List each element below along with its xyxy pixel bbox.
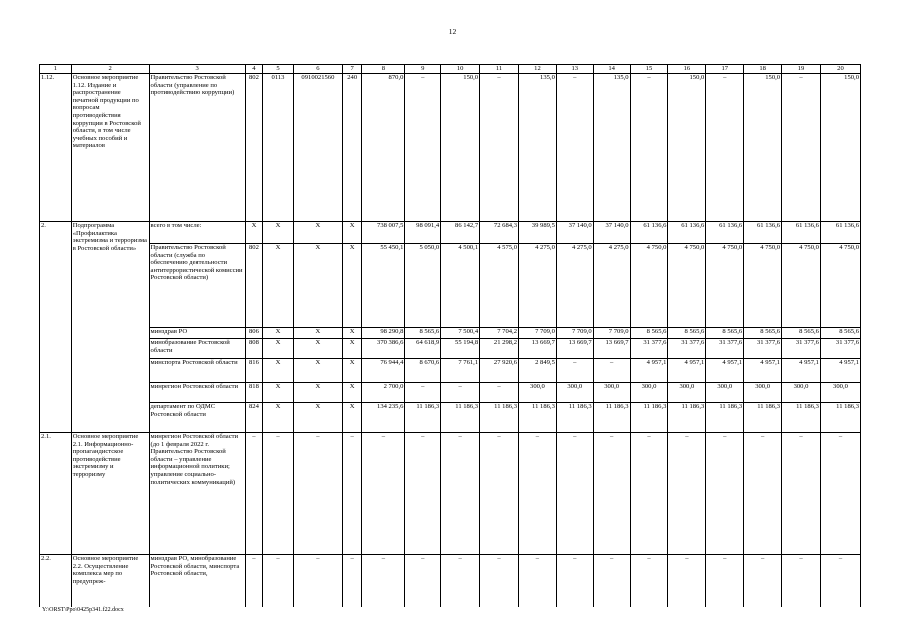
value-cell: –: [706, 433, 744, 555]
value-cell: 2 700,0: [362, 383, 405, 403]
value-cell: 4 750,0: [820, 244, 860, 328]
value-cell: 31 377,6: [706, 339, 744, 359]
value-cell: 135,0: [593, 74, 630, 222]
code-cell: 240: [342, 74, 361, 222]
code-cell: Х: [263, 328, 294, 339]
value-cell: –: [405, 555, 441, 607]
value-cell: –: [480, 383, 519, 403]
table-row: [40, 555, 861, 607]
table-row: [40, 74, 861, 222]
value-cell: 4 275,0: [593, 244, 630, 328]
code-cell: Х: [293, 359, 342, 383]
value-cell: 13 669,7: [593, 339, 630, 359]
executor-cell: всего в том числе:: [149, 222, 245, 244]
code-cell: 816: [245, 359, 262, 383]
value-cell: 300,0: [820, 383, 860, 403]
value-cell: 4 575,0: [480, 244, 519, 328]
value-cell: 8 670,6: [405, 359, 441, 383]
value-cell: 150,0: [744, 74, 782, 222]
code-cell: –: [245, 433, 262, 555]
value-cell: 8 565,6: [706, 328, 744, 339]
column-number: 8: [362, 65, 405, 74]
table-row: [40, 383, 861, 403]
value-cell: 150,0: [668, 74, 706, 222]
value-cell: 300,0: [630, 383, 668, 403]
value-cell: –: [441, 433, 480, 555]
value-cell: 7 500,4: [441, 328, 480, 339]
value-cell: 11 186,3: [668, 403, 706, 433]
code-cell: Х: [342, 222, 361, 244]
value-cell: 134 235,6: [362, 403, 405, 433]
value-cell: 11 186,3: [706, 403, 744, 433]
code-cell: Х: [293, 403, 342, 433]
value-cell: –: [556, 74, 593, 222]
value-cell: 2 849,5: [519, 359, 557, 383]
executor-cell: Правительство Ростовской области (служба по обеспечению деятельности антитеррористической комиссии Ростовской области): [149, 244, 245, 328]
value-cell: 4 750,0: [668, 244, 706, 328]
value-cell: –: [744, 555, 782, 607]
column-number: 6: [293, 65, 342, 74]
value-cell: 4 957,1: [630, 359, 668, 383]
code-cell: Х: [293, 244, 342, 328]
code-cell: 802: [245, 74, 262, 222]
value-cell: 4 957,1: [668, 359, 706, 383]
value-cell: 7 704,2: [480, 328, 519, 339]
value-cell: 8 565,6: [744, 328, 782, 339]
value-cell: 4 750,0: [706, 244, 744, 328]
code-cell: –: [342, 555, 361, 607]
page-number: 12: [448, 27, 457, 36]
code-cell: Х: [293, 222, 342, 244]
table-row: [40, 403, 861, 433]
value-cell: 31 377,6: [668, 339, 706, 359]
value-cell: 300,0: [519, 383, 557, 403]
value-cell: –: [593, 555, 630, 607]
code-cell: 0113: [263, 74, 294, 222]
table-row: [40, 244, 861, 328]
column-number: 20: [820, 65, 860, 74]
column-number: 1: [40, 65, 72, 74]
value-cell: 39 989,5: [519, 222, 557, 244]
item-number-cell: 2.: [40, 222, 72, 433]
value-cell: 61 136,6: [668, 222, 706, 244]
value-cell: –: [480, 433, 519, 555]
value-cell: –: [405, 383, 441, 403]
value-cell: 76 944,4: [362, 359, 405, 383]
value-cell: 61 136,6: [782, 222, 821, 244]
value-cell: 11 186,3: [593, 403, 630, 433]
value-cell: –: [820, 433, 860, 555]
value-cell: 11 186,3: [519, 403, 557, 433]
column-number: 5: [263, 65, 294, 74]
value-cell: 37 140,0: [593, 222, 630, 244]
value-cell: 55 450,1: [362, 244, 405, 328]
value-cell: 8 565,6: [405, 328, 441, 339]
value-cell: 4 275,0: [556, 244, 593, 328]
code-cell: 802: [245, 244, 262, 328]
table-row: [40, 433, 861, 555]
value-cell: –: [480, 74, 519, 222]
table-row: [40, 222, 861, 244]
value-cell: 98 290,8: [362, 328, 405, 339]
executor-cell: минрегион Ростовской области (до 1 февраля 2022 г. Правительство Ростовской области – управление информационной политики; управление социально-политических коммуникаций): [149, 433, 245, 555]
value-cell: 21 298,2: [480, 339, 519, 359]
value-cell: 64 618,9: [405, 339, 441, 359]
code-cell: Х: [342, 328, 361, 339]
value-cell: 27 920,6: [480, 359, 519, 383]
item-name-cell: Основное мероприятие 2.1. Информационно-пропагандистское противодействие экстремизму и терроризму: [71, 433, 149, 555]
value-cell: –: [820, 555, 860, 607]
value-cell: 37 140,0: [556, 222, 593, 244]
value-cell: –: [556, 555, 593, 607]
value-cell: 300,0: [668, 383, 706, 403]
value-cell: –: [744, 433, 782, 555]
value-cell: 8 565,6: [782, 328, 821, 339]
code-cell: Х: [293, 383, 342, 403]
value-cell: 8 565,6: [630, 328, 668, 339]
column-number: 17: [706, 65, 744, 74]
value-cell: 61 136,6: [706, 222, 744, 244]
value-cell: 4 500,1: [441, 244, 480, 328]
code-cell: Х: [342, 383, 361, 403]
column-number: 14: [593, 65, 630, 74]
column-number: 16: [668, 65, 706, 74]
value-cell: 4 957,1: [744, 359, 782, 383]
executor-cell: Правительство Ростовской области (управление по противодействию коррупции): [149, 74, 245, 222]
value-cell: 300,0: [744, 383, 782, 403]
executor-cell: минспорта Ростовской области: [149, 359, 245, 383]
value-cell: –: [405, 433, 441, 555]
value-cell: 8 565,6: [820, 328, 860, 339]
table-row: [40, 359, 861, 383]
column-number: 4: [245, 65, 262, 74]
value-cell: 7 709,0: [519, 328, 557, 339]
column-number: 19: [782, 65, 821, 74]
column-number: 2: [71, 65, 149, 74]
executor-cell: минобразование Ростовской области: [149, 339, 245, 359]
code-cell: Х: [263, 222, 294, 244]
value-cell: 86 142,7: [441, 222, 480, 244]
item-name-cell: Основное мероприятие 1.12. Издание и распространение печатной продукции по вопросам противодействия коррупции в Ростовской области, в том числе учебных пособий и материалов: [71, 74, 149, 222]
code-cell: –: [245, 555, 262, 607]
value-cell: 5 050,0: [405, 244, 441, 328]
item-name-cell: Подпрограмма «Профилактика экстремизма и терроризма в Ростовской области»: [71, 222, 149, 433]
value-cell: 370 386,6: [362, 339, 405, 359]
value-cell: 150,0: [820, 74, 860, 222]
executor-cell: минздрав РО, минобразование Ростовской области, минспорта Ростовской области,: [149, 555, 245, 607]
value-cell: –: [441, 383, 480, 403]
value-cell: 72 684,3: [480, 222, 519, 244]
code-cell: Х: [263, 383, 294, 403]
value-cell: 11 186,3: [441, 403, 480, 433]
code-cell: Х: [293, 339, 342, 359]
value-cell: 61 136,6: [820, 222, 860, 244]
value-cell: 4 750,0: [744, 244, 782, 328]
value-cell: 13 669,7: [519, 339, 557, 359]
value-cell: –: [630, 74, 668, 222]
table-row: [40, 328, 861, 339]
value-cell: 11 186,3: [820, 403, 860, 433]
value-cell: 31 377,6: [782, 339, 821, 359]
value-cell: 4 750,0: [630, 244, 668, 328]
item-number-cell: 1.12.: [40, 74, 72, 222]
value-cell: 7 709,0: [593, 328, 630, 339]
value-cell: –: [556, 359, 593, 383]
value-cell: 150,0: [441, 74, 480, 222]
value-cell: –: [480, 555, 519, 607]
value-cell: –: [706, 74, 744, 222]
value-cell: –: [556, 433, 593, 555]
value-cell: –: [519, 433, 557, 555]
executor-cell: департамент по ОДМС Ростовской области: [149, 403, 245, 433]
value-cell: 11 186,3: [480, 403, 519, 433]
code-cell: 808: [245, 339, 262, 359]
value-cell: 4 275,0: [519, 244, 557, 328]
value-cell: 300,0: [556, 383, 593, 403]
value-cell: 55 194,8: [441, 339, 480, 359]
value-cell: 31 377,6: [630, 339, 668, 359]
code-cell: Х: [263, 339, 294, 359]
value-cell: 31 377,6: [744, 339, 782, 359]
value-cell: 13 669,7: [556, 339, 593, 359]
value-cell: 98 091,4: [405, 222, 441, 244]
value-cell: 300,0: [706, 383, 744, 403]
value-cell: 300,0: [593, 383, 630, 403]
code-cell: –: [293, 555, 342, 607]
executor-cell: минрегион Ростовской области: [149, 383, 245, 403]
value-cell: 4 957,1: [782, 359, 821, 383]
value-cell: 11 186,3: [405, 403, 441, 433]
code-cell: 806: [245, 328, 262, 339]
column-number: 3: [149, 65, 245, 74]
code-cell: Х: [263, 403, 294, 433]
code-cell: Х: [342, 359, 361, 383]
value-cell: –: [362, 433, 405, 555]
column-number: 13: [556, 65, 593, 74]
value-cell: 4 957,1: [820, 359, 860, 383]
code-cell: Х: [263, 359, 294, 383]
value-cell: –: [593, 433, 630, 555]
column-number-row: [40, 65, 861, 74]
value-cell: 135,0: [519, 74, 557, 222]
code-cell: Х: [342, 403, 361, 433]
column-number: 10: [441, 65, 480, 74]
item-number-cell: 2.2.: [40, 555, 72, 607]
code-cell: Х: [293, 328, 342, 339]
value-cell: 61 136,6: [630, 222, 668, 244]
value-cell: 7 709,0: [556, 328, 593, 339]
column-number: 15: [630, 65, 668, 74]
value-cell: –: [441, 555, 480, 607]
code-cell: –: [342, 433, 361, 555]
value-cell: 61 136,6: [744, 222, 782, 244]
file-path-footer: Y:\ORST\Ppo\0425p341.f22.docx: [42, 607, 124, 613]
value-cell: 4 957,1: [706, 359, 744, 383]
value-cell: 11 186,3: [744, 403, 782, 433]
item-number-cell: 2.1.: [40, 433, 72, 555]
value-cell: 11 186,3: [782, 403, 821, 433]
code-cell: Х: [263, 244, 294, 328]
column-number: 11: [480, 65, 519, 74]
code-cell: Х: [342, 244, 361, 328]
value-cell: 11 186,3: [630, 403, 668, 433]
value-cell: 4 750,0: [782, 244, 821, 328]
value-cell: –: [668, 433, 706, 555]
value-cell: –: [782, 433, 821, 555]
value-cell: –: [405, 74, 441, 222]
value-cell: –: [782, 555, 821, 607]
value-cell: –: [593, 359, 630, 383]
code-cell: 0910021560: [293, 74, 342, 222]
code-cell: 824: [245, 403, 262, 433]
column-number: 9: [405, 65, 441, 74]
code-cell: –: [263, 433, 294, 555]
value-cell: 31 377,6: [820, 339, 860, 359]
executor-cell: минздрав РО: [149, 328, 245, 339]
code-cell: Х: [342, 339, 361, 359]
value-cell: –: [706, 555, 744, 607]
value-cell: –: [630, 433, 668, 555]
value-cell: –: [668, 555, 706, 607]
value-cell: 870,0: [362, 74, 405, 222]
item-name-cell: Основное мероприятие 2.2. Осуществление комплекса мер по предупреж-: [71, 555, 149, 607]
table-row: [40, 339, 861, 359]
value-cell: –: [782, 74, 821, 222]
value-cell: 8 565,6: [668, 328, 706, 339]
code-cell: 818: [245, 383, 262, 403]
value-cell: 738 007,5: [362, 222, 405, 244]
value-cell: 7 761,1: [441, 359, 480, 383]
column-number: 18: [744, 65, 782, 74]
value-cell: 11 186,3: [556, 403, 593, 433]
code-cell: –: [263, 555, 294, 607]
budget-table: [39, 64, 861, 607]
column-number: 12: [519, 65, 557, 74]
code-cell: Х: [245, 222, 262, 244]
value-cell: 300,0: [782, 383, 821, 403]
value-cell: –: [630, 555, 668, 607]
code-cell: –: [293, 433, 342, 555]
value-cell: –: [519, 555, 557, 607]
column-number: 7: [342, 65, 361, 74]
value-cell: –: [362, 555, 405, 607]
